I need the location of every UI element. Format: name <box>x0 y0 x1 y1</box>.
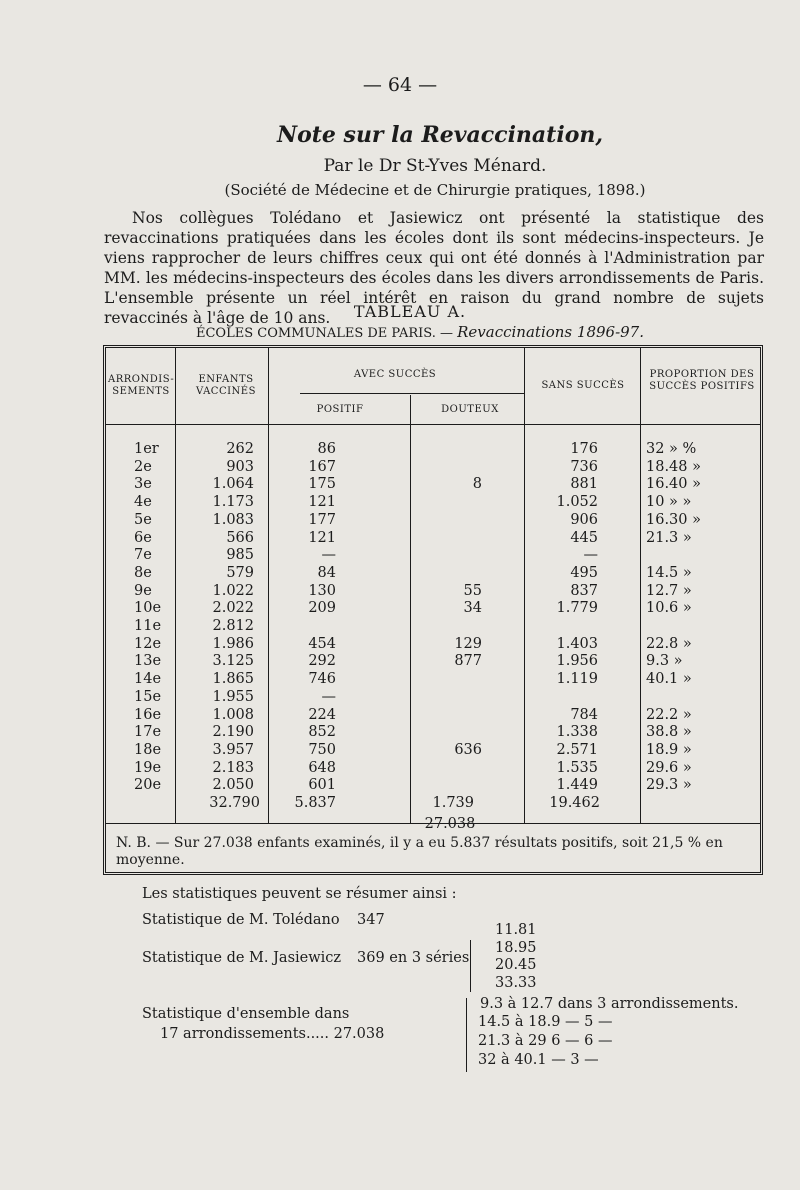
cell-arr: 4e <box>134 494 152 511</box>
header-proportion: PROPORTION DES SUCCÈS POSITIFS <box>649 369 755 392</box>
cell-positif: 750 <box>308 741 336 758</box>
cell-sans: 906 <box>570 511 598 528</box>
cell-sans: 1.338 <box>556 724 598 741</box>
cell-enfants: 1.865 <box>212 671 254 688</box>
cell-positif: 454 <box>308 635 336 652</box>
stat-ensemble-label-1: Statistique d'ensemble dans <box>142 1006 350 1022</box>
cell-arr: 5e <box>134 511 152 528</box>
nb-note: N. B. — Sur 27.038 enfants examinés, il y a eu 5.837 résultats positifs, soit 21,5 % en moyenne. <box>116 835 723 868</box>
cell-enfants: 2.050 <box>212 777 254 794</box>
cell-sans: 881 <box>570 476 598 493</box>
stat-toledano-count: 347 <box>357 912 385 928</box>
cell-douteux: 55 <box>463 582 482 599</box>
header-avec-succes: AVEC SUCCÈS <box>353 369 437 380</box>
stat-ensemble-label-2: 17 arrondissements..... 27.038 <box>160 1026 385 1042</box>
cell-positif: 175 <box>308 476 336 493</box>
cell-enfants: 3.125 <box>212 653 254 670</box>
cell-arr: 19e <box>134 759 162 776</box>
cell-sans: 1.779 <box>556 600 598 617</box>
cell-prop: 38.8 » <box>646 724 692 741</box>
cell-positif: 167 <box>308 458 336 475</box>
cell-prop: 14.5 » <box>646 564 692 581</box>
stat-toledano-label: Statistique de M. Tolédano <box>142 912 340 928</box>
cell-arr: 11e <box>134 618 162 634</box>
cell-arr: 6e <box>134 529 152 546</box>
grand-total: 27.038 <box>424 816 476 832</box>
cell-arr: 2e <box>134 458 152 475</box>
cell-arr: 18e <box>134 741 162 758</box>
col-rule <box>524 348 525 823</box>
brace-ensemble <box>466 998 467 1072</box>
stat-jasiewicz-value-1: 18.95 <box>495 940 537 956</box>
header-positif: POSITIF <box>316 404 364 415</box>
header-enfants: ENFANTS VACCINÉS <box>196 374 256 397</box>
cell-sans: 1.119 <box>556 671 598 688</box>
cell-enfants: 2.190 <box>212 724 254 741</box>
cell-enfants: 1.064 <box>212 476 254 493</box>
stat-ensemble-line-1: 9.3 à 12.7 dans 3 arrondissements. <box>480 996 739 1012</box>
table-subtitle-text: ÉCOLES COMMUNALES DE PARIS. — <box>196 326 453 341</box>
stat-jasiewicz-value-2: 20.45 <box>495 957 537 973</box>
cell-prop: 18.9 » <box>646 741 692 758</box>
cell-arr: 17e <box>134 724 162 741</box>
cell-positif: 648 <box>308 759 336 776</box>
cell-sans: 1.052 <box>556 494 598 511</box>
cell-positif: 601 <box>308 777 336 794</box>
cell-enfants: 1.083 <box>212 511 254 528</box>
cell-sans: 176 <box>570 441 598 457</box>
cell-douteux: 34 <box>463 600 482 617</box>
article-title: Note sur la Revaccination, <box>276 122 604 148</box>
cell-enfants: 3.957 <box>212 741 254 758</box>
brace-jasiewicz <box>470 940 471 992</box>
cell-prop: 22.2 » <box>646 706 692 723</box>
col-rule <box>268 348 269 823</box>
cell-enfants: 1.022 <box>212 582 254 599</box>
stat-ensemble-line-4: 32 à 40.1 — 3 — <box>478 1052 599 1068</box>
author-line: Par le Dr St-Yves Ménard. <box>323 156 547 176</box>
cell-arr: 15e <box>134 688 162 705</box>
cell-positif: 746 <box>308 671 336 688</box>
cell-sans: 2.571 <box>556 741 598 758</box>
society-line: (Société de Médecine et de Chirurgie pratiques, 1898.) <box>224 181 646 199</box>
total-enfants: 32.790 <box>209 795 260 811</box>
cell-prop: 12.7 » <box>646 582 692 599</box>
cell-enfants: 985 <box>226 547 254 564</box>
cell-enfants: 262 <box>226 441 254 457</box>
cell-positif: 852 <box>308 724 336 741</box>
cell-prop: 22.8 » <box>646 635 692 652</box>
table-title: TABLEAU A. <box>353 302 467 321</box>
cell-sans: 495 <box>570 564 598 581</box>
cell-positif: 130 <box>308 582 336 599</box>
cell-sans: 837 <box>570 582 598 599</box>
cell-positif: 121 <box>308 529 336 546</box>
cell-prop: 32 » % <box>646 441 697 457</box>
cell-prop: 10 » » <box>646 494 692 511</box>
cell-sans: 445 <box>570 529 598 546</box>
cell-sans: 736 <box>570 458 598 475</box>
header-rule <box>106 424 760 425</box>
table-subtitle <box>0 323 800 341</box>
cell-sans: 1.449 <box>556 777 598 794</box>
cell-arr: 9e <box>134 582 152 599</box>
cell-sans: 1.535 <box>556 759 598 776</box>
cell-arr: 3e <box>134 476 152 493</box>
cell-arr: 16e <box>134 706 162 723</box>
intro-paragraph: Nos collègues Tolédano et Jasiewicz ont présenté la statistique des revaccinations pratiquées dans les écoles dont ils sont médecins-inspecteurs. Je viens rapprocher de leurs chiffres ceux qui ont été donnés à l'Administration par MM. les médecins-inspecteurs des écoles dans les divers arrondissements de Paris. L'ensemble présente un réel intérêt en raison du grand nombre de sujets revaccinés à l'âge de 10 ans. <box>104 209 764 327</box>
cell-douteux: 636 <box>454 741 482 758</box>
table-subtitle-italic: Revaccinations 1896-97. <box>457 323 644 341</box>
page-number: — 64 — <box>362 74 438 96</box>
cell-positif: 224 <box>308 706 336 723</box>
cell-douteux: 129 <box>454 635 482 652</box>
cell-prop: 16.40 » <box>646 476 701 493</box>
header-douteux: DOUTEUX <box>441 404 499 415</box>
cell-arr: 13e <box>134 653 162 670</box>
cell-arr: 10e <box>134 600 162 617</box>
cell-sans: 1.403 <box>556 635 598 652</box>
cell-positif: — <box>321 688 336 705</box>
stat-toledano-value: 11.81 <box>495 922 537 938</box>
cell-prop: 18.48 » <box>646 458 701 475</box>
cell-arr: 20e <box>134 777 162 794</box>
cell-enfants: 2.183 <box>212 759 254 776</box>
col-rule <box>175 348 176 823</box>
total-sans: 19.462 <box>549 795 600 811</box>
cell-positif: 121 <box>308 494 336 511</box>
avec-rule <box>300 393 524 394</box>
stat-jasiewicz-count: 369 en 3 séries <box>357 950 470 966</box>
cell-positif: 84 <box>317 564 336 581</box>
header-arrondissements: ARRONDIS-SEMENTS <box>108 374 175 397</box>
cell-douteux: 877 <box>454 653 482 670</box>
cell-enfants: 1.986 <box>212 635 254 652</box>
cell-enfants: 2.022 <box>212 600 254 617</box>
cell-arr: 12e <box>134 635 162 652</box>
cell-enfants: 903 <box>226 458 254 475</box>
stat-jasiewicz-label: Statistique de M. Jasiewicz <box>142 950 342 966</box>
cell-sans: 784 <box>570 706 598 723</box>
cell-positif: 292 <box>308 653 336 670</box>
col-rule <box>410 395 411 823</box>
resume-intro: Les statistiques peuvent se résumer ainsi : <box>142 886 457 902</box>
cell-prop: 40.1 » <box>646 671 692 688</box>
cell-prop: 16.30 » <box>646 511 701 528</box>
stat-jasiewicz-value-3: 33.33 <box>495 975 537 991</box>
cell-enfants: 566 <box>226 529 254 546</box>
cell-enfants: 1.955 <box>212 688 254 705</box>
cell-enfants: 1.008 <box>212 706 254 723</box>
cell-sans: 1.956 <box>556 653 598 670</box>
cell-enfants: 2.812 <box>212 618 254 634</box>
cell-arr: 8e <box>134 564 152 581</box>
cell-positif: 86 <box>317 441 336 457</box>
cell-prop: 29.3 » <box>646 777 692 794</box>
cell-positif: 177 <box>308 511 336 528</box>
cell-prop: 29.6 » <box>646 759 692 776</box>
cell-douteux: 8 <box>472 476 482 493</box>
cell-enfants: 1.173 <box>212 494 254 511</box>
cell-positif: — <box>321 547 336 564</box>
cell-prop: 9.3 » <box>646 653 683 670</box>
cell-prop: 10.6 » <box>646 600 692 617</box>
cell-arr: 7e <box>134 547 152 564</box>
total-douteux: 1.739 <box>432 795 474 811</box>
total-positif: 5.837 <box>294 795 336 811</box>
col-rule <box>640 348 641 823</box>
cell-positif: 209 <box>308 600 336 617</box>
cell-arr: 1er <box>134 441 159 457</box>
cell-arr: 14e <box>134 671 162 688</box>
header-sans-succes: SANS SUCCÈS <box>541 380 625 391</box>
stat-ensemble-line-2: 14.5 à 18.9 — 5 — <box>478 1014 613 1030</box>
cell-prop: 21.3 » <box>646 529 692 546</box>
cell-sans: — <box>583 547 598 564</box>
cell-enfants: 579 <box>226 564 254 581</box>
stat-ensemble-line-3: 21.3 à 29 6 — 6 — <box>478 1033 613 1049</box>
